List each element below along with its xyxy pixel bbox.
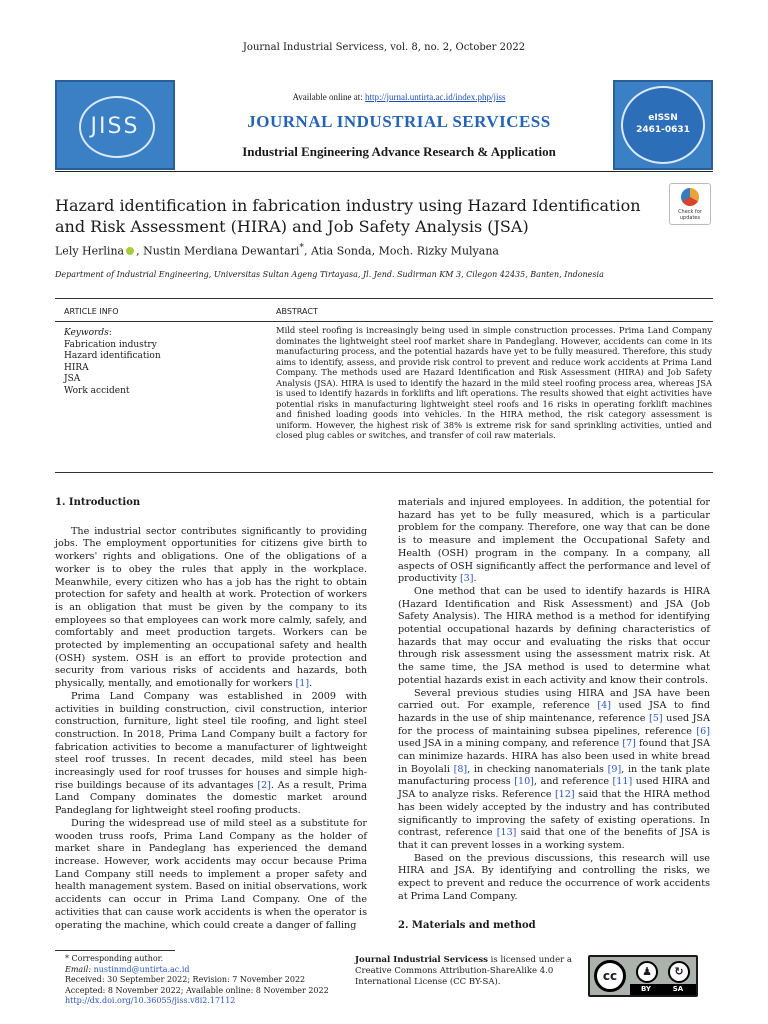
intro-paragraph — [55, 526, 367, 691]
body-text: used JSA for the process of maintaining subsea pipelines, reference — [398, 712, 710, 737]
eissn-text — [615, 112, 711, 136]
citation-link[interactable]: [2] — [257, 779, 271, 791]
share-alike-icon: ↻ — [668, 961, 690, 983]
citation-link[interactable]: [8] — [453, 763, 468, 775]
author-list: Lely Herlina , Nustin Merdiana Dewantari*, Atia Sonda, Moch. Rizky Mulyana — [55, 242, 499, 258]
author-name: Lely Herlina — [55, 244, 125, 258]
citation-link[interactable]: [12] — [554, 789, 575, 801]
intro-paragraph: During the widespread use of mild steel as a substitute for wooden truss roofs, Prima Land Company as the holder of market share in Pandeglang has experienced the demand increase. However, work accidents may occur because Prima Land Company still needs to implement a proper safety and health management system. Based on initial observations, work accidents can occur in Prima Land Company. One of the activities that can cause work accidents is when the operator is operating the machine, which could create a danger of falling — [55, 817, 367, 931]
citation-link[interactable]: [13] — [496, 827, 517, 839]
intro-text: Prima Land Company was established in 2009 with activities in building construction, civil construction, interior construction, furniture, light steel tile roofing, and light steel construction. In 2018, Prima Land Company built a factory for fabrication activities to become a manufacturer of lightweight steel roof trusses. In recent decades, mild steel has been increasingly used for roof trusses for houses and simple high-rise buildings because of its advantages — [55, 690, 367, 791]
check-line1: Check for — [678, 209, 702, 215]
check-for-updates-badge[interactable] — [669, 183, 711, 225]
citation-link[interactable]: [11] — [612, 776, 633, 788]
license-statement — [355, 955, 585, 988]
license-journal-name: Journal Industrial Servicess — [355, 955, 488, 965]
citation-link[interactable]: [10] — [514, 776, 534, 788]
footnote-divider — [55, 950, 175, 951]
citation-link[interactable]: [7] — [622, 738, 636, 750]
body-paragraph: Based on the previous discussions, this research will use HIRA and JSA. By identifying and controlling the risks, we expect to prevent and reduce the occurrence of work accidents at Prima Land Company. — [398, 852, 710, 902]
keyword-item: HIRA — [64, 362, 89, 373]
abstract-heading: ABSTRACT — [276, 307, 318, 316]
cc-icon: cc — [594, 960, 626, 992]
jiss-logo — [55, 80, 175, 170]
cc-by-label: BY — [640, 985, 652, 993]
citation-link[interactable]: [3] — [459, 573, 474, 585]
paper-title: Hazard identification in fabrication industry using Hazard Identification and Risk Assessment (HIRA) and Job Safety Analysis (JSA) — [55, 196, 641, 236]
intro-paragraph — [55, 691, 367, 818]
body-text: Several previous studies using HIRA and JSA have been carried out. For example, reference — [398, 687, 710, 712]
divider — [55, 298, 713, 299]
eissn-number: 2461-0631 — [636, 125, 690, 135]
body-text: , in checking nanomaterials — [467, 763, 608, 775]
body-text: used JSA in a mining company, and reference — [398, 738, 623, 750]
body-paragraph: materials and injured employees. In addition, the potential for hazard has yet to be fully measured, which is a particular problem for the company. Therefore, one way that can be done is to measure and implement the Occupational Safety and Health (OSH) program in the company. In a company, all aspects of OSH significantly affect the performance and level of productivity [3]. — [398, 497, 710, 585]
cc-sa-label: SA — [672, 985, 684, 993]
author-name: Atia Sonda — [310, 244, 372, 258]
logo-text: JISS — [90, 114, 140, 139]
period: . — [309, 678, 313, 690]
body-text: , and reference — [533, 776, 613, 788]
body-text: said that one of the benefits of JSA is that it can prevent losses in a working system. — [398, 827, 710, 851]
orcid-icon[interactable] — [126, 247, 134, 255]
body-text: used HIRA and JSA to analyze risks. Reference — [398, 776, 710, 801]
keywords-label: Keywords — [64, 328, 109, 338]
section-heading-introduction: 1. Introduction — [55, 497, 141, 508]
keyword-item: JSA — [64, 374, 81, 384]
citation-link[interactable]: [4] — [597, 700, 611, 712]
citation-link[interactable]: [6] — [696, 725, 710, 737]
footnote-block — [65, 954, 365, 1007]
email-label: Email: — [65, 964, 94, 974]
cc-badge-bar — [630, 984, 696, 995]
intro-text: The industrial sector contributes significantly to providing jobs. The employment opportunities for citizens give birth to workers' rights and obligations. One of the obligations of a worker is to obey the rules that apply in the workplace. Meanwhile, every citizen who has a job has the right to obtain protection for safety and health at work. Protection of workers is an obligation that must be given by the company to its employees so that employees can work more calmly, safely, and comfortably and meet production targets. Workers can be protected by implementing an occupational safety and health (OSH) system. OSH is an effort to provide protection and security from various risks of accidents and hazards, both physically, mentally, and emotionally for workers — [55, 525, 367, 690]
keyword-item: Fabrication industry — [64, 339, 157, 350]
right-column — [398, 497, 710, 948]
journal-subtitle: Industrial Engineering Advance Research & Application — [242, 144, 556, 159]
body-text: materials and injured employees. In addition, the potential for hazard has yet to be fully measured, which is a particular problem for the company. Therefore, one way that can be done is to measure and implement the Occupational Safety and Health (OSH) program in the company. In a company, all aspects of OSH significantly affect the performance and level of productivity — [398, 497, 710, 585]
cc-by-sa-badge[interactable] — [588, 955, 698, 997]
running-head: Journal Industrial Servicess, vol. 8, no. 2, October 2022 — [242, 42, 526, 53]
eissn-label: eISSN — [648, 113, 678, 123]
body-paragraph: One method that can be used to identify hazards is HIRA (Hazard Identification and Risk Assessment) and JSA (Job Safety Analysis). The HIRA method is a method for identifying potential occupational hazards by defining characteristics of hazards that may occur and evaluating the risks that occur through risk assessment using the assessment matrix risk. At the same time, the JSA method is used to determine what potential hazards exist in each activity and know their controls. — [398, 585, 710, 686]
availability-line — [185, 92, 613, 102]
accepted-dates: Accepted: 8 November 2022; Available online: 8 November 2022 — [65, 985, 329, 995]
license-text: is licensed under a Creative Commons Attribution-ShareAlike 4.0 International License (CC BY-SA). — [355, 955, 572, 987]
journal-banner — [55, 80, 713, 172]
body-text: , in the tank plate manufacturing process — [398, 763, 710, 788]
check-line2: updates — [679, 215, 701, 221]
journal-url-link[interactable]: http://jurnal.untirta.ac.id/index.php/jiss — [365, 92, 506, 102]
affiliation: Department of Industrial Engineering, Universitas Sultan Ageng Tirtayasa, Jl. Jend. Sudirman KM 3, Cilegon 42435, Banten, Indonesia — [55, 270, 604, 279]
body-text: used JSA to find hazards in the use of ship maintenance, reference — [398, 700, 710, 724]
citation-link[interactable]: [1] — [295, 678, 310, 690]
left-column — [55, 497, 367, 932]
keyword-item: Hazard identification — [64, 351, 161, 361]
corresponding-author-note: * Corresponding author. — [65, 954, 164, 963]
crossmark-icon — [681, 188, 699, 206]
email-link[interactable]: nustinmd@untirta.ac.id — [93, 964, 190, 974]
attribution-icon: ♟ — [636, 961, 658, 983]
body-text: said that the HIRA method has been widely accepted by the industry and has contributed significantly to improving the safety of existing operations. In contrast, reference — [398, 789, 710, 839]
article-info-heading: ARTICLE INFO — [64, 307, 119, 316]
body-text: found that JSA can minimize hazards. HIRA has also been used in white bread in Boyolali — [398, 738, 710, 775]
citation-link[interactable]: [5] — [649, 712, 663, 724]
abstract-text: Mild steel roofing is increasingly being used in simple construction processes. Prima Land Company dominates the lightweight steel roof market share in Pandeglang. However, accidents can come in its manufacturing process, and the potential hazards have yet to be fully measured. Therefore, this study aims to identify, assess, and provide risk control to prevent and reduce work accidents at Prima Land Company. The methods used are Hazard Identification and Risk Assessment (HIRA) and Job Safety Analysis (JSA). HIRA is used to identify the hazard in the mild steel roofing process area, whereas JSA is used to identify hazards in forklifts and lift operations. The results showed that eight activities have potential risks in manufacturing lightweight steel roofs and 16 risks in operating forklift machines and finished loading goods into vehicles. In the HIRA method, the risk category assessment is uniform. However, the highest risk of 38% is extreme risk for sand sprinkling activities, untied and closed plug cables or switches, and transfer of coil raw materials. — [276, 325, 712, 440]
citation-link[interactable]: [9] — [607, 763, 622, 775]
author-name: Nustin Merdiana Dewantari — [143, 244, 300, 258]
doi-link[interactable]: http://dx.doi.org/10.36055/jiss.v8i2.17112 — [65, 996, 236, 1005]
author-name: Moch. Rizky Mulyana — [378, 244, 499, 258]
corresponding-mark: * — [299, 242, 304, 253]
keyword-item: Work accident — [64, 385, 130, 396]
section-heading-materials: 2. Materials and method — [398, 919, 536, 931]
divider — [55, 472, 713, 473]
divider — [55, 321, 713, 322]
available-prefix: Available online at: — [292, 92, 366, 102]
journal-title: JOURNAL INDUSTRIAL SERVICESS — [247, 112, 551, 131]
keywords-block: Keywords: Fabrication industry Hazard identification HIRA JSA Work accident — [64, 328, 254, 397]
received-dates: Received: 30 September 2022; Revision: 7 November 2022 — [65, 975, 306, 984]
body-paragraph — [398, 688, 710, 853]
intro-text: . As a result, Prima Land Company dominates the domestic market around Pandeglang for lightweight steel roofing products. — [55, 779, 368, 817]
eissn-logo — [613, 80, 713, 170]
